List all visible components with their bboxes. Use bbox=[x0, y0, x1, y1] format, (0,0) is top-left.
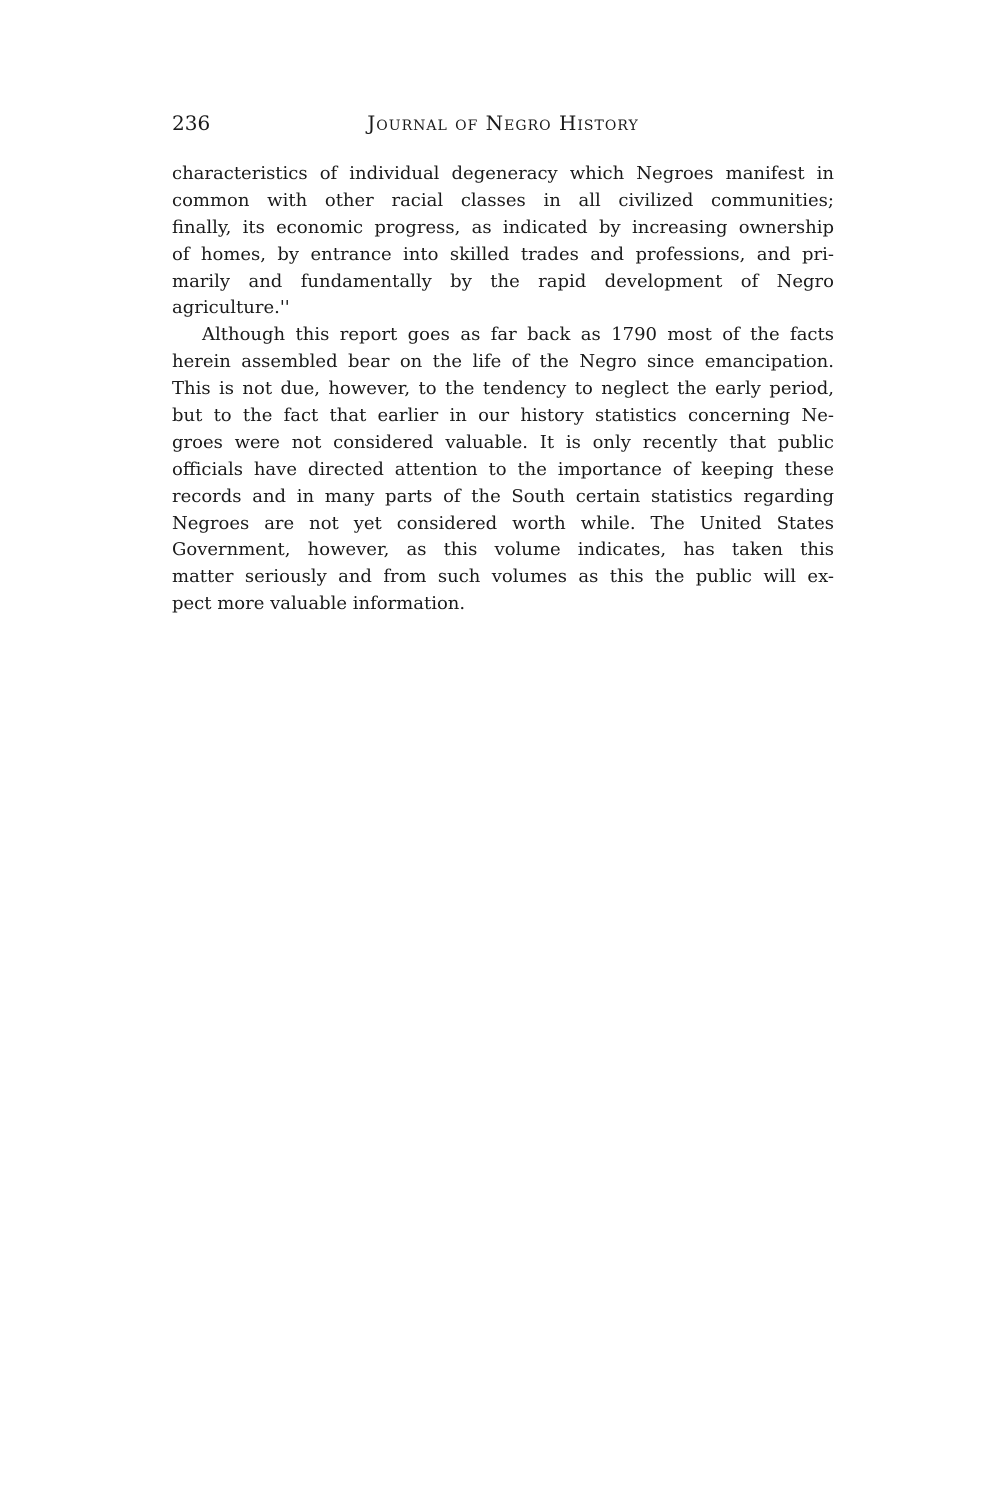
text-line: groes were not considered valuable. It is only recently that public bbox=[172, 431, 834, 453]
text-line: but to the fact that earlier in our history statistics concerning Ne- bbox=[172, 405, 834, 427]
text-line: Negroes are not yet considered worth while. The United States bbox=[172, 512, 834, 534]
text-line: agriculture.'' bbox=[172, 297, 290, 319]
text-line: officials have directed attention to the importance of keeping these bbox=[172, 458, 834, 480]
text-line: herein assembled bear on the life of the Negro since emancipation. bbox=[172, 351, 834, 373]
text-line: finally, its economic progress, as indicated by increasing ownership bbox=[172, 216, 834, 238]
body-text bbox=[172, 161, 834, 618]
text-line: This is not due, however, to the tendency to neglect the early period, bbox=[172, 378, 834, 400]
text-line: Government, however, as this volume indicates, has taken this bbox=[172, 539, 834, 561]
paragraph-2 bbox=[172, 322, 834, 618]
text-line: common with other racial classes in all civilized communities; bbox=[172, 189, 834, 211]
paragraph-1 bbox=[172, 161, 834, 322]
text-line: characteristics of individual degeneracy which Negroes manifest in bbox=[172, 163, 834, 184]
page-number: 236 bbox=[172, 111, 211, 135]
text-line: records and in many parts of the South certain statistics regarding bbox=[172, 485, 834, 507]
text-line: marily and fundamentally by the rapid development of Negro bbox=[172, 270, 834, 292]
text-line: matter seriously and from such volumes as this the public will ex- bbox=[172, 566, 834, 588]
text-line: Although this report goes as far back as 1790 most of the facts bbox=[202, 324, 834, 346]
text-line: of homes, by entrance into skilled trades and professions, and pri- bbox=[172, 243, 834, 265]
text-line: pect more valuable information. bbox=[172, 593, 466, 615]
journal-title: Journal of Negro History bbox=[367, 111, 639, 135]
running-head bbox=[172, 110, 834, 140]
